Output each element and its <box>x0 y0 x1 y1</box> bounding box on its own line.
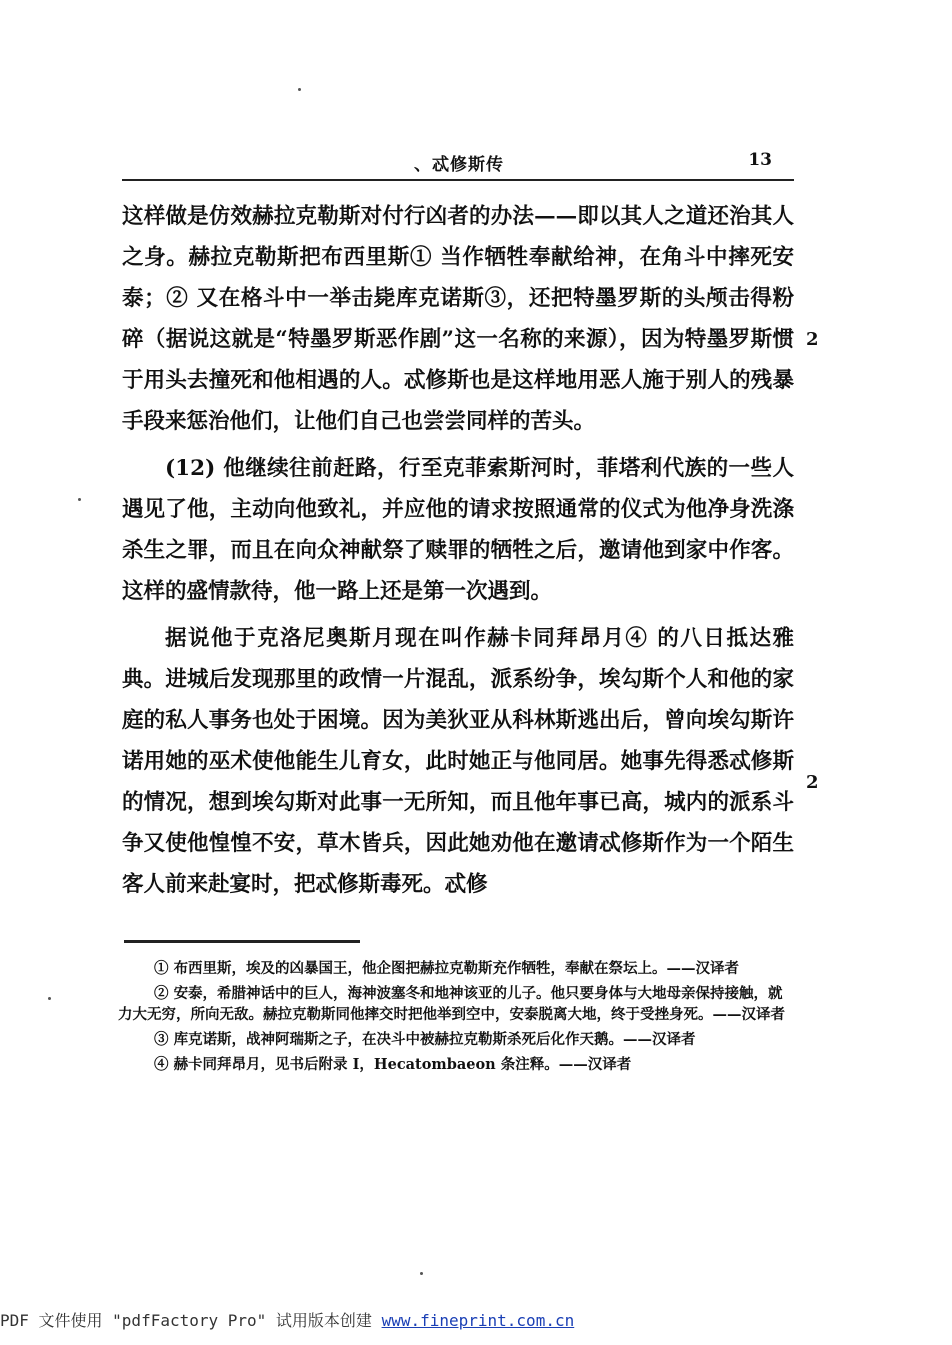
footnote-marker: ② <box>154 985 169 1002</box>
footer-text: PDF 文件使用 "pdfFactory Pro" 试用版本创建 <box>0 1311 382 1330</box>
running-head <box>122 148 794 176</box>
footnote-3 <box>118 1029 794 1050</box>
paragraph-3: 据说他于克洛尼奥斯月现在叫作赫卡同拜昂月④ 的八日抵达雅典。进城后发现那里的政情一片混乱，派系纷争，埃勾斯个人和他的家庭的私人事务也处于困境。因为美狄亚从科林斯逃出后，曾向埃勾斯许诺用她的巫术使他能生儿育女，此时她正与他同居。她事先得悉忒修斯的情况，想到埃勾斯对此事一无所知，而且他年事已高，城内的派系斗争又使他惶惶不安，草木皆兵，因此她劝他在邀请忒修斯作为一个陌生客人前来赴宴时，把忒修斯毒死。忒修 <box>122 626 794 897</box>
footnote-text: 布西里斯，埃及的凶暴国王，他企图把赫拉克勒斯充作牺牲，奉献在祭坛上。——汉译者 <box>173 960 740 977</box>
pdf-footer <box>0 1308 952 1331</box>
scan-speck <box>298 88 301 91</box>
scan-speck <box>78 498 81 501</box>
footnote-text: 安泰，希腊神话中的巨人，海神波塞冬和地神该亚的儿子。他只要身体与大地母亲保持接触，就力大无穷，所向无敌。赫拉克勒斯同他摔交时把他举到空中，安泰脱离大地，终于受挫身死。——汉译者 <box>118 985 785 1023</box>
footnote-rule <box>124 940 360 943</box>
footnote-text: 库克诺斯，战神阿瑞斯之子，在决斗中被赫拉克勒斯杀死后化作天鹅。——汉译者 <box>173 1031 696 1048</box>
paragraph-1: 这样做是仿效赫拉克勒斯对付行凶者的办法——即以其人之道还治其人之身。赫拉克勒斯把布西里斯① 当作牺牲奉献给神，在角斗中摔死安泰；② 又在格斗中一举击毙库克诺斯③，还把特墨罗斯的头颅击得粉碎（据说这就是“特墨罗斯恶作剧”这一名称的来源），因为特墨罗斯惯于用头去撞死和他相遇的人。忒修斯也是这样地用恶人施于别人的残暴手段来惩治他们，让他们自己也尝尝同样的苦头。 <box>122 204 794 434</box>
footnote-marker: ④ <box>154 1056 169 1073</box>
body-text <box>122 196 794 911</box>
footnote-text: 赫卡同拜昂月，见书后附录 I，Hecatombaeon 条注释。——汉译者 <box>173 1056 632 1073</box>
footer-link[interactable]: www.fineprint.com.cn <box>381 1311 575 1330</box>
footnotes <box>118 958 794 1079</box>
scan-speck <box>48 997 51 1000</box>
margin-section-mark: 2 <box>806 329 819 350</box>
footnote-1 <box>118 958 794 979</box>
footnote-2 <box>118 983 794 1025</box>
footnote-4 <box>118 1054 794 1075</box>
margin-section-mark: 2 <box>806 772 819 793</box>
footnote-marker: ① <box>154 960 169 977</box>
chapter-title: 、忒修斯传 <box>414 155 504 175</box>
page-number: 13 <box>748 150 772 170</box>
paragraph-2: (12) 他继续往前赶路，行至克菲索斯河时，菲塔利代族的一些人遇见了他，主动向他致礼，并应他的请求按照通常的仪式为他净身洗涤杀生之罪，而且在向众神献祭了赎罪的牺牲之后，邀请他到家中作客。这样的盛情款待，他一路上还是第一次遇到。 <box>122 456 794 604</box>
footnote-marker: ③ <box>154 1031 169 1048</box>
scan-speck <box>420 1272 423 1275</box>
header-rule <box>122 179 794 181</box>
